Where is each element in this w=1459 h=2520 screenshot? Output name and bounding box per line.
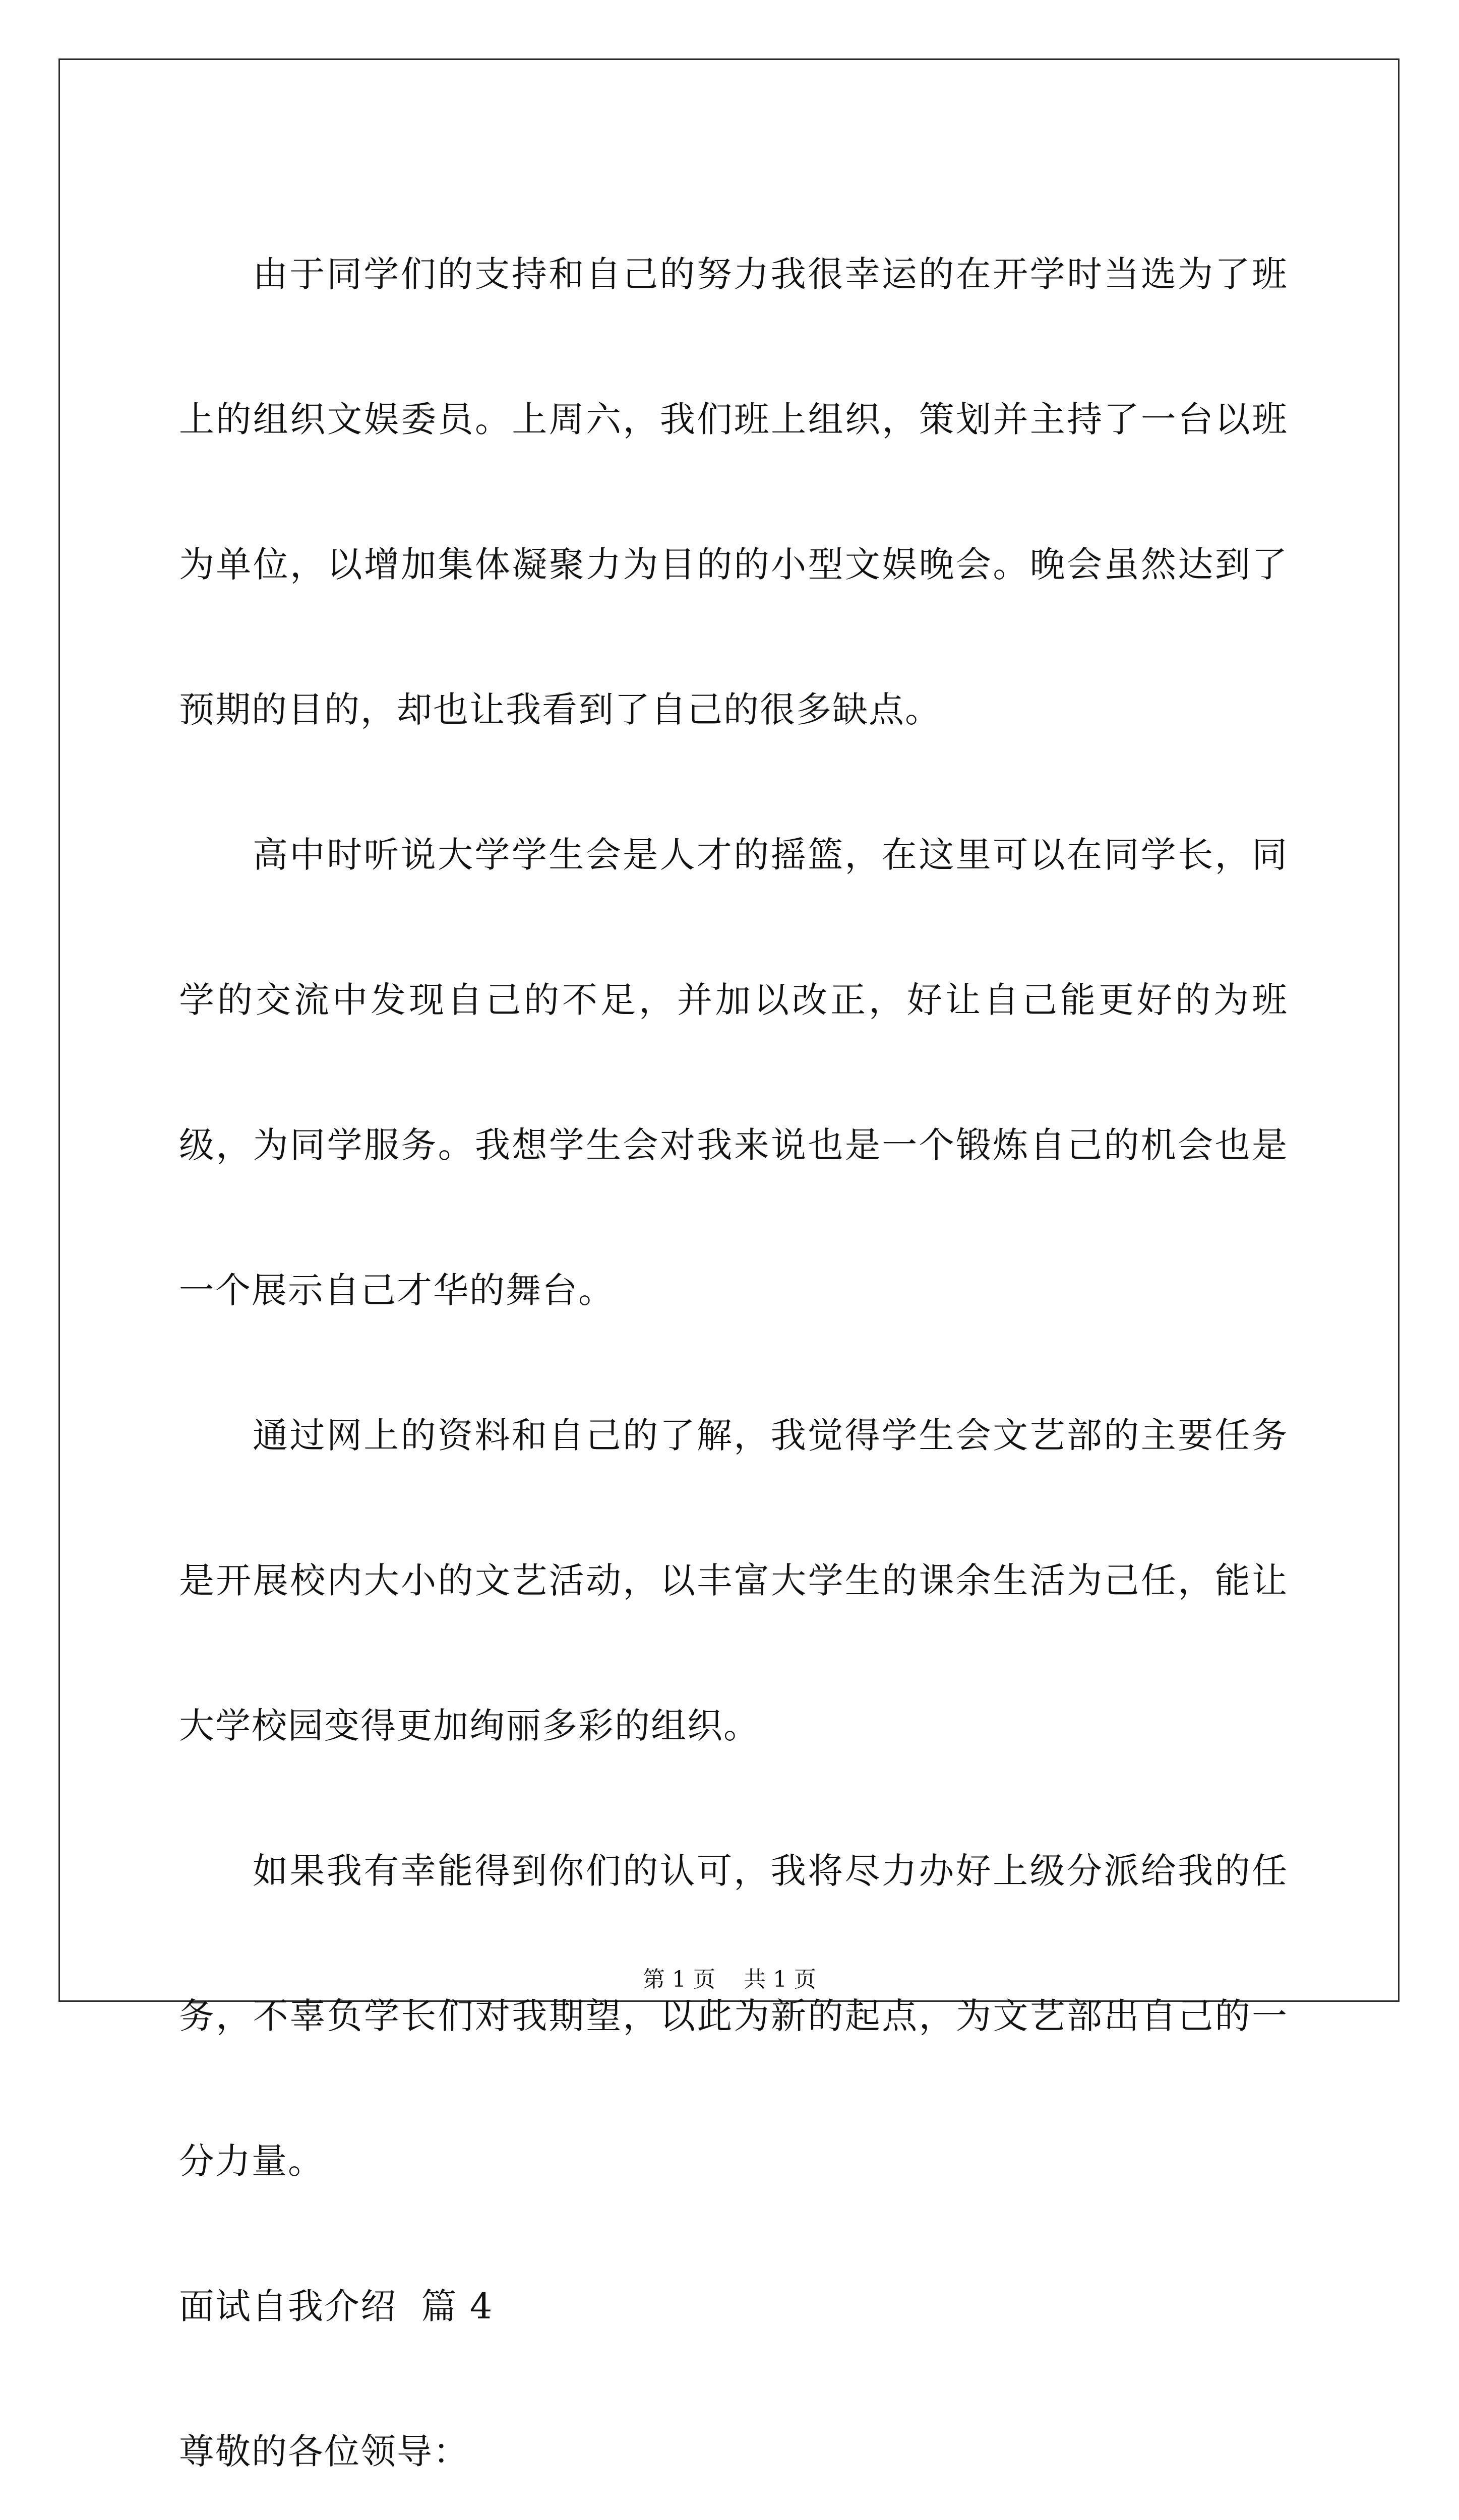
page-footer: 第 1 页 共 1 页 xyxy=(643,1967,816,1992)
document-body xyxy=(179,202,1288,2520)
section-heading: 面试自我介绍 篇 4 xyxy=(179,2286,494,2327)
body-paragraph-4: 如果我有幸能得到你们的认可，我将尽力办好上级分派给我的任务，不辜负学长们对我期望，以此为新的起点，为文艺部出自己的一分力量。 xyxy=(179,1850,1288,2182)
body-paragraph-2: 高中时听说大学学生会是人才的摇篮，在这里可以在同学长，同学的交流中发现自己的不足，并加以改正，好让自己能更好的为班级，为同学服务。我想学生会对我来说也是一个锻炼自己的机会也是一个展示自己才华的舞台。 xyxy=(179,834,1288,1311)
body-paragraph-1: 由于同学们的支持和自己的努力我很幸运的在开学时当选为了班上的组织文娱委员。上周六，我们班上组织，策划并主持了一台以班为单位，以增加集体凝聚力为目的的小型文娱晚会。晚会虽然达到了预期的目的，却也让我看到了自己的很多缺点。 xyxy=(179,254,1288,730)
salutation: 尊敬的各位领导： xyxy=(179,2431,469,2472)
body-paragraph-3: 通过网上的资料和自己的了解，我觉得学生会文艺部的主要任务是开展校内大小的文艺活动，以丰富大学生的课余生活为己任，能让大学校园变得更加绚丽多彩的组织。 xyxy=(179,1415,1288,1746)
